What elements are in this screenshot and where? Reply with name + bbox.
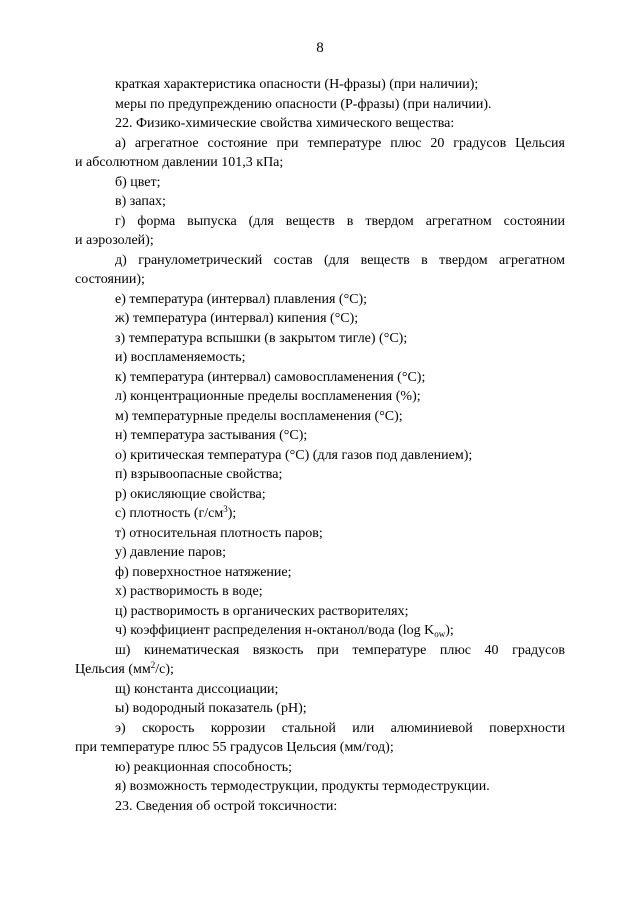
list-item: ы) водородный показатель (pH); xyxy=(115,701,307,716)
list-item: к) температура (интервал) самовоспламенения (°С); xyxy=(115,369,426,385)
list-item: э) скорость коррозии стальной или алюминиевой поверхности xyxy=(115,720,565,736)
list-item: в) запах; xyxy=(115,194,166,209)
list-item: т) относительная плотность паров; xyxy=(115,525,323,541)
list-item: у) давление паров; xyxy=(115,545,227,560)
list-item: г) форма выпуска (для веществ в твердом агрегатном состоянии xyxy=(115,213,565,229)
list-item: м) температурные пределы воспламенения (°С); xyxy=(115,408,403,424)
paragraph: а) агрегатное состояние при температуре плюс 20 градусов Цельсия xyxy=(115,135,565,151)
list-item: д) гранулометрический состав (для веществ в твердом агрегатном xyxy=(115,252,565,268)
list-item: з) температура вспышки (в закрытом тигле) (°С); xyxy=(115,330,408,346)
density-superscript: 3 xyxy=(223,504,228,514)
page-number: 8 xyxy=(316,40,324,56)
list-item: н) температура застывания (°С); xyxy=(115,428,308,443)
list-item: ж) температура (интервал) кипения (°С); xyxy=(115,311,359,326)
paragraph-continuation: состоянии); xyxy=(75,272,145,287)
partition-text: ч) коэффициент распределения н-октанол/вода (log K xyxy=(115,623,435,638)
paragraph-continuation: и абсолютном давлении 101,3 кПа; xyxy=(75,155,284,170)
list-item: е) температура (интервал) плавления (°С); xyxy=(115,291,368,307)
list-item-density xyxy=(75,504,565,524)
list-item: щ) константа диссоциации; xyxy=(115,681,279,697)
viscosity-text: Цельсия (мм xyxy=(75,662,151,677)
section-heading: 22. Физико-химические свойства химического вещества: xyxy=(115,116,455,131)
paragraph-continuation xyxy=(75,660,565,680)
list-item: и) воспламеняемость; xyxy=(115,350,246,365)
document-body xyxy=(75,75,565,816)
paragraph-continuation: при температуре плюс 55 градусов Цельсия (мм/год); xyxy=(75,740,394,755)
section-heading: 23. Сведения об острой токсичности: xyxy=(115,798,338,814)
list-item: ц) растворимость в органических растворителях; xyxy=(115,603,409,619)
list-item: б) цвет; xyxy=(115,174,161,190)
list-item: п) взрывоопасные свойства; xyxy=(115,467,283,482)
list-item: ю) реакционная способность; xyxy=(115,759,292,775)
viscosity-superscript: 2 xyxy=(150,660,156,670)
paragraph-continuation: и аэрозолей); xyxy=(75,233,154,248)
density-text: с) плотность (г/см xyxy=(115,506,224,521)
viscosity-text-end: /с); xyxy=(155,662,174,677)
density-text-end: ); xyxy=(227,506,237,521)
partition-subscript: ow xyxy=(434,629,446,639)
paragraph: краткая характеристика опасности (H-фразы) (при наличии); xyxy=(115,77,479,92)
list-item-partition xyxy=(75,621,565,641)
list-item: ф) поверхностное натяжение; xyxy=(115,564,292,580)
list-item: я) возможность термодеструкции, продукты термодеструкции. xyxy=(115,779,490,794)
list-item: о) критическая температура (°С) (для газов под давлением); xyxy=(115,447,473,463)
list-item-viscosity: ш) кинематическая вязкость при температуре плюс 40 градусов xyxy=(115,642,565,658)
paragraph: меры по предупреждению опасности (P-фразы) (при наличии). xyxy=(115,96,492,112)
partition-text-end: ); xyxy=(445,623,454,638)
list-item: р) окисляющие свойства; xyxy=(115,486,266,502)
list-item: х) растворимость в воде; xyxy=(115,584,263,599)
list-item: л) концентрационные пределы воспламенения (%); xyxy=(115,389,421,404)
